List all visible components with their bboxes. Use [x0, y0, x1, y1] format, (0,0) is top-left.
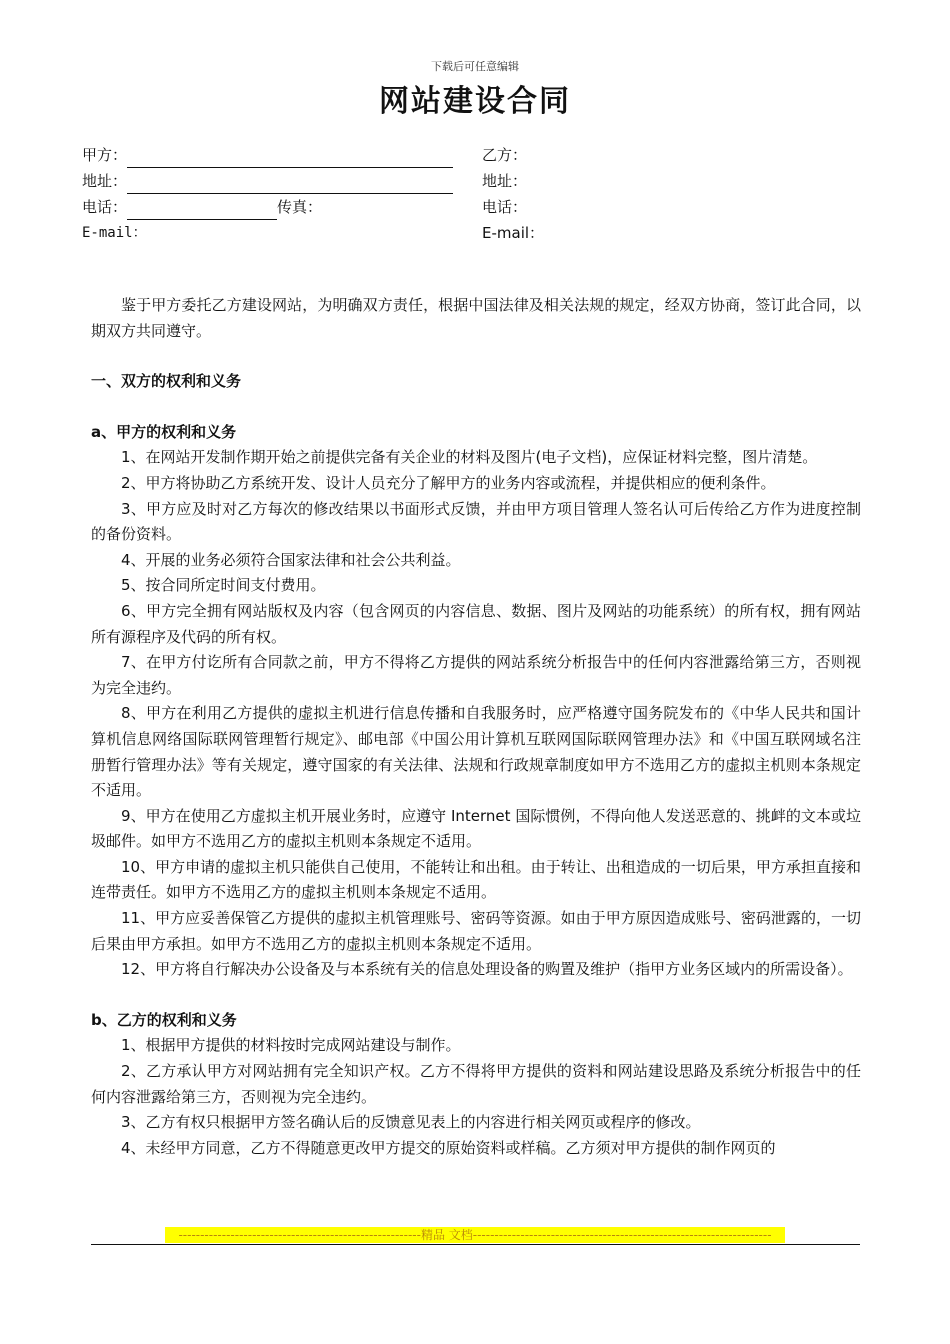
clause-item: 11、甲方应妥善保管乙方提供的虚拟主机管理账号、密码等资源。如由于甲方原因造成账号、密码泄露的，一切后果由甲方承担。如甲方不选用乙方的虚拟主机则本条规定不适用。 [91, 909, 861, 953]
clause-item: 2、甲方将协助乙方系统开发、设计人员充分了解甲方的业务内容或流程，并提供相应的便利条件。 [121, 473, 776, 492]
clause-item: 10、甲方申请的虚拟主机只能供自己使用，不能转让和出租。由于转让、出租造成的一切后果，甲方承担直接和连带责任。如甲方不选用乙方的虚拟主机则本条规定不适用。 [91, 857, 861, 902]
party-a-fax-label: 传真： [277, 198, 323, 216]
party-a-phone-row [82, 194, 482, 220]
party-b-name-row [482, 142, 862, 168]
party-b-phone-label: 电话： [482, 198, 528, 216]
party-b-email-row [482, 220, 862, 246]
footer-divider [91, 1244, 860, 1245]
party-b-name-label: 乙方： [482, 146, 528, 164]
contract-title: 网站建设合同 [379, 84, 571, 119]
clause-item: 12、甲方将自行解决办公设备及与本系统有关的信息处理设备的购置及维护（指甲方业务区域内的所需设备）。 [121, 960, 853, 979]
party-a-block [82, 142, 482, 246]
clause-item: 6、甲方完全拥有网站版权及内容（包含网页的内容信息、数据、图片及网站的功能系统）的所有权，拥有网站所有源程序及代码的所有权。 [91, 601, 861, 646]
party-b-email-label: E-mail： [482, 224, 545, 242]
clause-item: 5、按合同所定时间支付费用。 [121, 576, 326, 595]
clause-item: 9、甲方在使用乙方虚拟主机开展业务时，应遵守 Internet 国际惯例，不得向他人发送恶意的、挑衅的文本或垃圾邮件。如甲方不选用乙方的虚拟主机则本条规定不适用。 [91, 806, 861, 851]
clause-item: 3、乙方有权只根据甲方签名确认后的反馈意见表上的内容进行相关网页或程序的修改。 [121, 1113, 701, 1132]
contract-body [91, 293, 861, 1161]
party-a-email-row [82, 220, 482, 246]
clause-item: 4、开展的业务必须符合国家法律和社会公共利益。 [121, 550, 461, 569]
party-b-phone-row [482, 194, 862, 220]
clause-item: 4、未经甲方同意，乙方不得随意更改甲方提交的原始资料或样稿。乙方须对甲方提供的制作网页的 [121, 1138, 776, 1157]
clause-item: 8、甲方在利用乙方提供的虚拟主机进行信息传播和自我服务时，应严格遵守国务院发布的《中华人民共和国计算机信息网络国际联网管理暂行规定》、邮电部《中国公用计算机互联网国际联网管理办法》和《中国互联网域名注册暂行管理办法》等有关规定，遵守国家的有关法律、法规和行政规章制度如甲方不选用乙方的虚拟主机则本条规定不适用。 [91, 704, 861, 800]
clause-item: 7、在甲方付讫所有合同款之前，甲方不得将乙方提供的网站系统分析报告中的任何内容泄露给第三方，否则视为完全违约。 [91, 653, 861, 697]
party-b-address-label: 地址： [482, 172, 528, 190]
party-a-phone-label: 电话： [82, 198, 128, 216]
party-a-name-label: 甲方： [82, 146, 128, 164]
subsection-a-heading: a、甲方的权利和义务 [91, 422, 237, 441]
clause-item: 2、乙方承认甲方对网站拥有完全知识产权。乙方不得将甲方提供的资料和网站建设思路及系统分析报告中的任何内容泄露给第三方，否则视为完全违约。 [91, 1062, 861, 1106]
party-a-address-label: 地址： [82, 172, 128, 190]
clause-item: 3、甲方应及时对乙方每次的修改结果以书面形式反馈，并由甲方项目管理人签名认可后传给乙方作为进度控制的备份资料。 [91, 499, 861, 544]
party-a-phone-blank[interactable] [127, 199, 277, 220]
clause-item: 1、根据甲方提供的材料按时完成网站建设与制作。 [121, 1036, 461, 1055]
section-heading: 一、双方的权利和义务 [91, 372, 242, 391]
party-a-name-blank[interactable] [127, 147, 453, 168]
party-a-address-row [82, 168, 482, 194]
party-a-address-blank[interactable] [127, 173, 453, 194]
section-spacer [91, 983, 861, 1008]
party-a-email-label: E-mail： [82, 225, 147, 241]
footer-watermark: --------------------------------------------------------精品 文档--------------------------------------------------------------------- [165, 1227, 785, 1243]
intro-paragraph: 鉴于甲方委托乙方建设网站，为明确双方责任，根据中国法律及相关法规的规定，经双方协商，签订此合同，以期双方共同遵守。 [91, 296, 861, 340]
download-note: 下载后可任意编辑 [431, 60, 519, 73]
party-b-address-row [482, 168, 862, 194]
party-a-name-row [82, 142, 482, 168]
subsection-b-heading: b、乙方的权利和义务 [91, 1010, 237, 1029]
party-b-block [482, 142, 862, 246]
clause-item: 1、在网站开发制作期开始之前提供完备有关企业的材料及图片(电子文档)，应保证材料完整，图片清楚。 [121, 448, 818, 467]
